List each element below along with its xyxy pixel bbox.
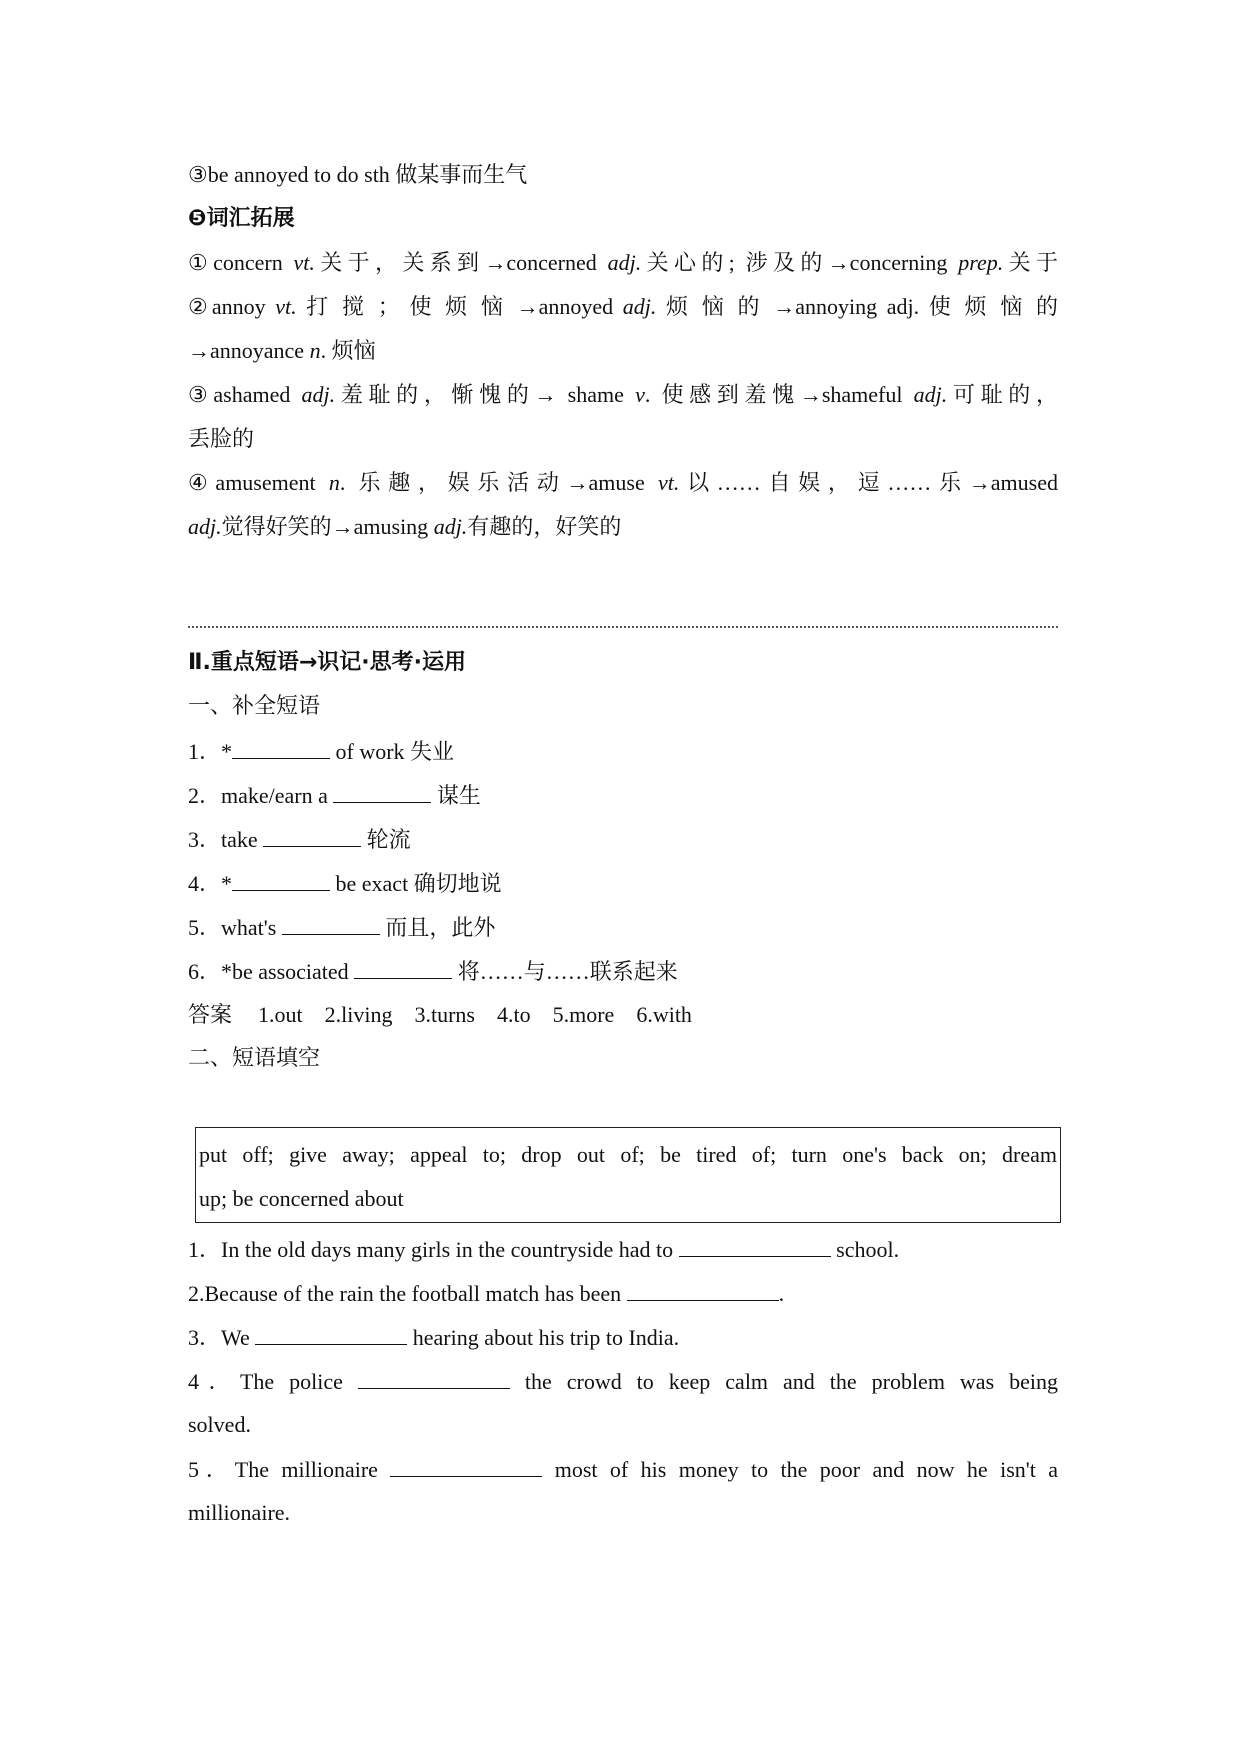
phrase-item: 3．take 轮流	[188, 824, 1058, 855]
sentence-2: 2.Because of the rain the football match has been .	[188, 1278, 1058, 1309]
text-segment: →annoyance	[188, 338, 310, 363]
answer: 6.with	[636, 1002, 692, 1027]
text-segment: 关于，关系到→concerned	[314, 250, 608, 275]
section-5-title: ❺词汇拓展	[188, 206, 295, 231]
text-segment: . 烦恼	[320, 338, 376, 363]
text-segment: 烦 恼 的 →annoying adj. 使 烦 恼 的	[656, 294, 1058, 319]
part-1-title: 一、补全短语	[188, 694, 321, 719]
text-segment: 丢脸的	[188, 426, 255, 451]
part-of-speech: n	[328, 470, 340, 495]
part-of-speech: prep.	[958, 250, 1004, 275]
vocab-line-amusement	[188, 468, 1058, 498]
fill-blank[interactable]	[232, 736, 330, 759]
phrase-item: 6．*be associated 将……与……联系起来	[188, 956, 1058, 987]
phrase-bank-box	[195, 1127, 1061, 1223]
text-segment: 关于	[1003, 250, 1058, 275]
text-segment: ③ashamed	[188, 382, 302, 407]
sentence-4-cont: solved.	[188, 1412, 251, 1437]
fill-blank[interactable]	[263, 824, 361, 847]
phrase-bank-line-1: put off; give away; appeal to; drop out of; be tired of; turn one's back on; dream	[199, 1142, 1057, 1167]
phrases-section-title: Ⅱ.重点短语→识记·思考·运用	[188, 650, 466, 675]
part-of-speech: adj.	[433, 514, 468, 539]
fill-blank[interactable]	[358, 1366, 510, 1389]
text-segment: 有趣的，好笑的	[467, 514, 622, 539]
part-of-speech: vt.	[293, 250, 315, 275]
sentence-4: 4．The police the crowd to keep calm and the problem was being	[188, 1366, 1058, 1397]
answer: 1.out	[258, 1002, 303, 1027]
part-of-speech: adj.	[301, 382, 336, 407]
vocab-line-ashamed	[188, 380, 1058, 410]
answer: 5.more	[552, 1002, 615, 1027]
fill-blank[interactable]	[679, 1234, 831, 1257]
part-of-speech: vt.	[657, 470, 680, 495]
part-of-speech: v	[635, 382, 645, 407]
fill-blank[interactable]	[255, 1322, 407, 1345]
vocab-line-annoyance	[188, 336, 1058, 366]
fill-blank[interactable]	[333, 780, 431, 803]
part-of-speech: vt.	[275, 294, 297, 319]
text-segment: . 乐趣，娱乐活动→amuse	[339, 470, 658, 495]
vocab-line-concern	[188, 248, 1058, 278]
text-segment: ①concern	[188, 250, 294, 275]
part-of-speech: n	[309, 338, 321, 363]
vocab-line-ashamed-cont	[188, 424, 1058, 454]
phrase-bank-line-2: up; be concerned about	[199, 1186, 404, 1211]
fill-blank[interactable]	[390, 1454, 542, 1477]
text-segment: 觉得好笑的→amusing	[221, 514, 434, 539]
text-segment: 打 搅 ； 使 烦 恼 →annoyed	[296, 294, 623, 319]
text-segment: ②annoy	[188, 294, 276, 319]
phrase-item: 1．* of work 失业	[188, 736, 1058, 767]
text-segment: 可耻的，	[947, 382, 1058, 407]
text-segment: ④amusement	[188, 470, 329, 495]
sentence-3: 3．We hearing about his trip to India.	[188, 1322, 1058, 1353]
answer: 4.to	[496, 1002, 531, 1027]
text-segment: 以……自娱，逗……乐→amused	[679, 470, 1058, 495]
answer-label: 答案	[188, 1003, 233, 1028]
answer: 2.living	[324, 1002, 393, 1027]
fill-blank[interactable]	[282, 912, 380, 935]
answer-row	[188, 1000, 1058, 1031]
vocab-item-3-previous: ③be annoyed to do sth 做某事而生气	[188, 162, 528, 187]
vocab-line-annoy	[188, 292, 1058, 322]
part-of-speech: adj.	[607, 250, 642, 275]
fill-blank[interactable]	[627, 1278, 779, 1301]
phrase-item: 2．make/earn a 谋生	[188, 780, 1058, 811]
fill-blank[interactable]	[354, 956, 452, 979]
text-segment: 关心的; 涉及的→concerning	[641, 250, 959, 275]
fill-blank[interactable]	[232, 868, 330, 891]
answer: 3.turns	[414, 1002, 475, 1027]
text-segment: . 使感到羞愧→shameful	[644, 382, 914, 407]
phrase-item: 5．what's 而且，此外	[188, 912, 1058, 943]
part-of-speech: adj.	[188, 514, 222, 539]
sentence-5-cont: millionaire.	[188, 1500, 291, 1525]
phrase-item: 4．* be exact 确切地说	[188, 868, 1058, 899]
part-of-speech: adj.	[622, 294, 657, 319]
sentence-5: 5．The millionaire most of his money to the poor and now he isn't a	[188, 1454, 1058, 1485]
part-of-speech: adj.	[913, 382, 948, 407]
dotted-divider	[188, 626, 1058, 628]
text-segment: 羞耻的，惭愧的→ shame	[335, 382, 636, 407]
part-2-title: 二、短语填空	[188, 1046, 321, 1071]
sentence-1: 1．In the old days many girls in the countryside had to school.	[188, 1234, 1058, 1265]
vocab-line-amusement-cont	[188, 512, 1058, 542]
